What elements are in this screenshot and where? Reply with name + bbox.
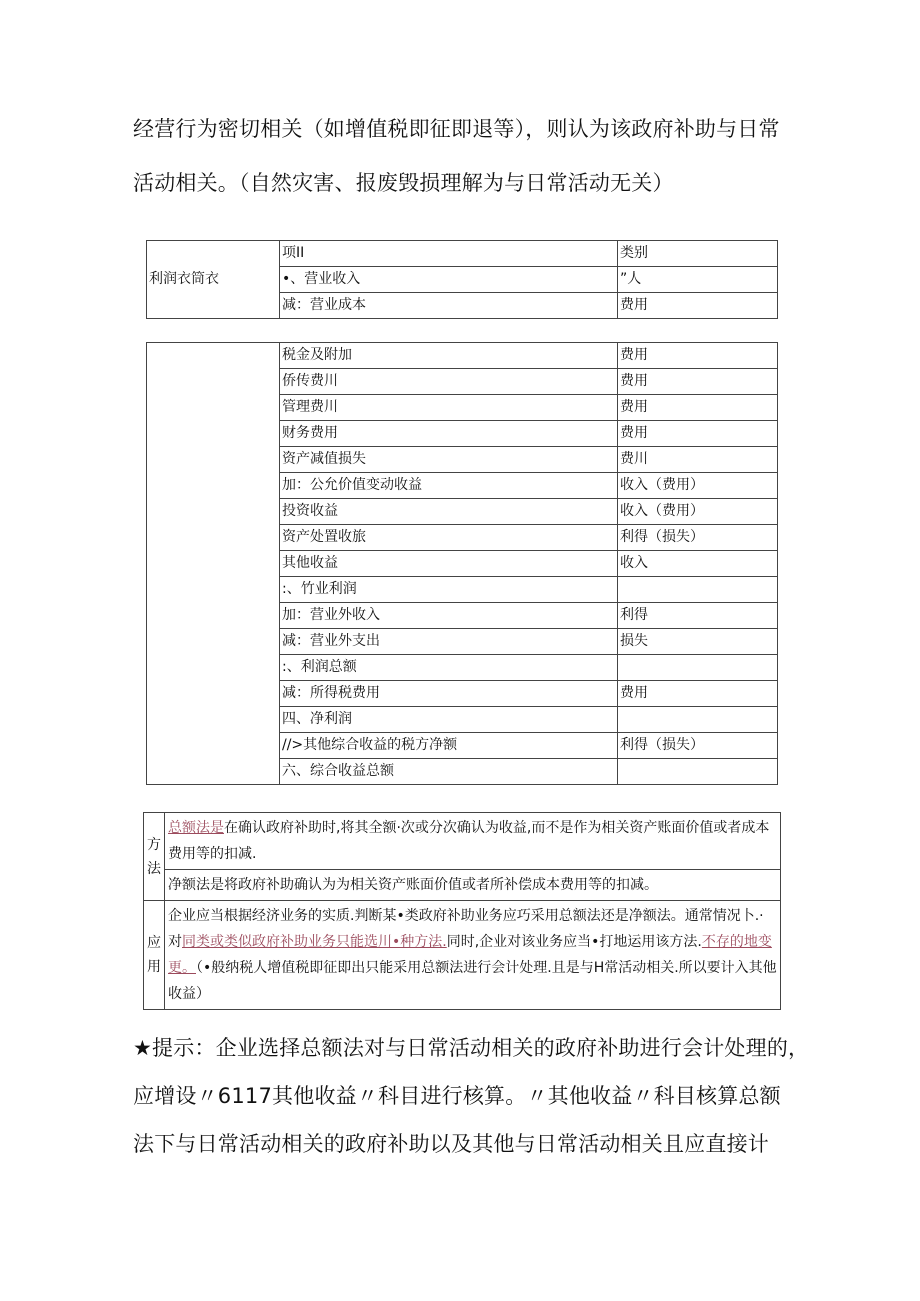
table-row-item: :、竹业利润 xyxy=(280,577,618,603)
table-row-item: 减：所得税费用 xyxy=(280,681,618,707)
table-row-item: 四、净利润 xyxy=(280,707,618,733)
table-row-item: •、营业收入 xyxy=(280,267,618,293)
table-side-label: 利润衣筒衣 xyxy=(147,241,280,319)
table-row-category: 费用 xyxy=(618,421,778,447)
table-row-category xyxy=(618,707,778,733)
header-category: 类别 xyxy=(618,241,778,267)
application-highlight-1: 同类或类似政府补助业务只能选川•种方法. xyxy=(182,934,447,950)
application-part-1: 企业应当根据经济业务的实质.判断某•类政府补助业务应巧采用总额法还是净额法。通常情况卜.·对 xyxy=(168,908,764,950)
table-row-item: 资产处置收旅 xyxy=(280,525,618,551)
application-label: 应用 xyxy=(144,901,165,1010)
application-highlight-2: 不存的地变更。 xyxy=(168,934,772,976)
table-row-category: 费用 xyxy=(618,681,778,707)
table-row-item: //>其他综合收益的税方净额 xyxy=(280,733,618,759)
table-row-category: 费用 xyxy=(618,395,778,421)
gross-method-rest: 在确认政府补助时,将其全额·次或分次确认为收益,而不是作为相关资产账面价值或者成本费用等的扣减. xyxy=(168,820,770,862)
tip-line-3: 法下与日常活动相关的政府补助以及其他与日常活动相关且应直接计 xyxy=(133,1132,769,1156)
method-table xyxy=(143,812,781,1010)
method-label: 方法 xyxy=(144,813,165,901)
table-row-category: 收入（费用） xyxy=(618,473,778,499)
table-row-category: 费用 xyxy=(618,369,778,395)
table-row-item: :、利润总额 xyxy=(280,655,618,681)
application-part-3: （•般纳税人增值税即征即出只能采用总额法进行会计处理.且是与H常活动相关.所以要计入其他收益） xyxy=(168,960,777,1002)
table-row-category: 利得 xyxy=(618,603,778,629)
intro-line-2: 活动相关。（自然灾害、报废毁损理解为与日常活动无关） xyxy=(133,171,674,195)
table-row-category xyxy=(618,655,778,681)
table-row-category xyxy=(618,577,778,603)
table-row-item: 其他收益 xyxy=(280,551,618,577)
table-row-category: 费川 xyxy=(618,447,778,473)
table-row-category: 收入 xyxy=(618,551,778,577)
table-row-category: 费用 xyxy=(618,293,778,319)
application-part-2: 同时,企业对该业务应当•打地运用该方法. xyxy=(446,934,702,950)
gross-method-text xyxy=(165,813,781,870)
table-row-item: 投资收益 xyxy=(280,499,618,525)
table-side-empty xyxy=(147,343,280,785)
table-row-category xyxy=(618,759,778,785)
table-row-item: 财务费用 xyxy=(280,421,618,447)
table-row-item: 六、综合收益总额 xyxy=(280,759,618,785)
net-method-text: 净额法是将政府补助确认为为相关资产账面价值或者所补偿成本费用等的扣减。 xyxy=(165,870,781,901)
table-row-item: 减：营业外支出 xyxy=(280,629,618,655)
gross-method-term: 总额法是 xyxy=(168,820,224,836)
application-text xyxy=(165,901,781,1010)
table-row-item: 加：公允价值变动收益 xyxy=(280,473,618,499)
table-row-category: 利得（损失） xyxy=(618,733,778,759)
table-row-item: 侨传费川 xyxy=(280,369,618,395)
table-row-item: 资产减值损失 xyxy=(280,447,618,473)
table-row-item: 减：营业成本 xyxy=(280,293,618,319)
income-statement-table-2 xyxy=(146,342,778,785)
income-statement-table-1 xyxy=(146,240,778,319)
tip-line-1: ★提示：企业选择总额法对与日常活动相关的政府补助进行会计处理的， xyxy=(133,1036,810,1060)
table-row xyxy=(147,343,778,369)
intro-line-1: 经营行为密切相关（如增值税即征即退等），则认为该政府补助与日常 xyxy=(133,117,780,141)
table-row-category: 损失 xyxy=(618,629,778,655)
table-row-category: 收入（费用） xyxy=(618,499,778,525)
table-row-item: 管理费川 xyxy=(280,395,618,421)
table-row-item: 加：营业外收入 xyxy=(280,603,618,629)
table-row-category: 费用 xyxy=(618,343,778,369)
table-row-category: 利得（损失） xyxy=(618,525,778,551)
table-row-item: 税金及附加 xyxy=(280,343,618,369)
header-item: 项II xyxy=(280,241,618,267)
tip-line-2: 应增设〃6117其他收益〃科目进行核算。〃其他收益〃科目核算总额 xyxy=(133,1084,781,1108)
table-row-category: ”人 xyxy=(618,267,778,293)
